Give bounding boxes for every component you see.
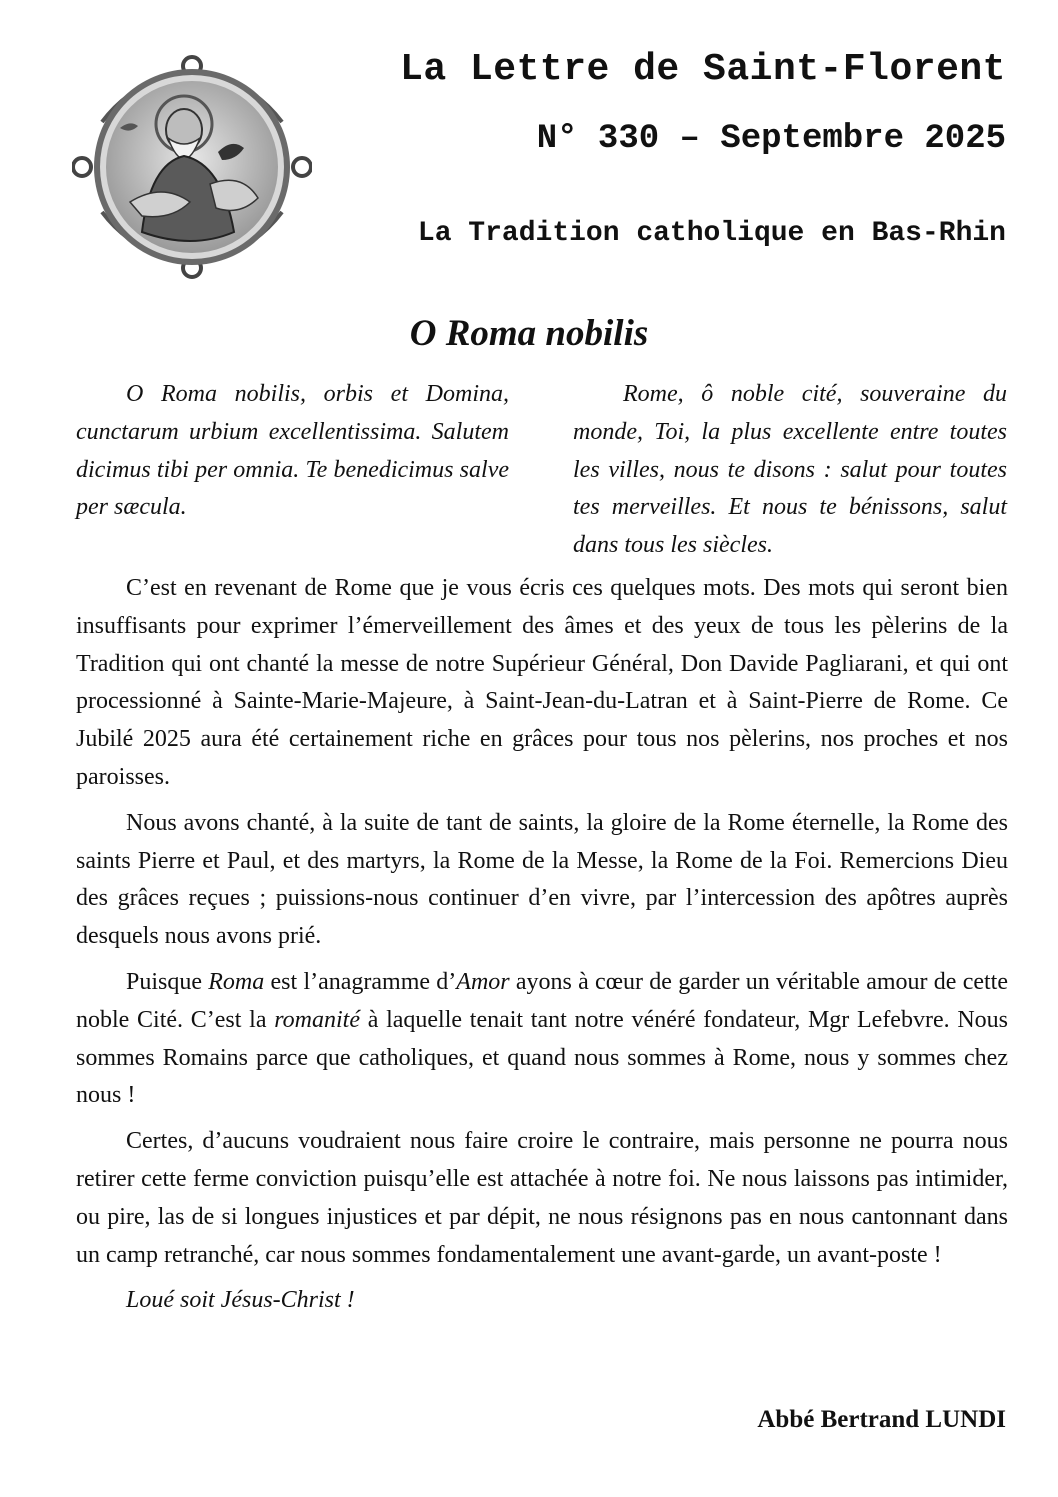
closing-line: Loué soit Jésus-Christ ! — [126, 1287, 355, 1314]
newsletter-title: La Lettre de Saint-Florent — [400, 48, 1006, 91]
saint-florent-medallion-icon — [72, 52, 312, 282]
paragraph-1: C’est en revenant de Rome que je vous écris ces quelques mots. Des mots qui seront bien insuffisants pour exprimer l’émerveillement des âmes et des yeux de tous les pèlerins de la Tradition qui ont chanté la messe de notre Supérieur Général, Don Davide Pagliarani, et qui ont processionné à Sainte-Marie-Majeure, à Saint-Jean-du-Latran et à Saint-Pierre de Rome. Ce Jubilé 2025 aura été certainement riche en grâces pour tous nos pèlerins, nos proches et nos paroisses. — [76, 575, 1008, 790]
french-verse: Rome, ô noble cité, souveraine du monde, Toi, la plus excellente entre toutes les villes, nous te disons : salut pour toutes tes merveilles. Et nous te bénissons, salut dans tous les siècles. — [573, 381, 1007, 559]
paragraph-3-emphasis-romanite: romanité — [274, 1006, 360, 1033]
author-signature: Abbé Bertrand LUNDI — [757, 1406, 1006, 1433]
newsletter-subtitle: La Tradition catholique en Bas-Rhin — [417, 218, 1006, 249]
paragraph-4: Certes, d’aucuns voudraient nous faire croire le contraire, mais personne ne pourra nous retirer cette ferme conviction puisqu’elle est attachée à notre foi. Ne nous laissons pas intimider, ou pire, las de si longues injustices et par dépit, ne nous résignons pas en nous cantonnant dans un camp retranché, car nous sommes fondamentalement une avant-garde, un avant-poste ! — [76, 1128, 1008, 1268]
paragraph-3-emphasis-amor: Amor — [456, 968, 510, 995]
latin-verse: O Roma nobilis, orbis et Domina, cunctarum urbium excellentissima. Salutem dicimus tibi per omnia. Te benedicimus salve per sæcula. — [76, 381, 509, 521]
paragraph-2: Nous avons chanté, à la suite de tant de saints, la gloire de la Rome éternelle, la Rome des saints Pierre et Paul, et des martyrs, la Rome de la Messe, la Rome de la Foi. Remercions Dieu des grâces reçues ; puissions-nous continuer d’en vivre, par l’intercession des apôtres auprès desquels nous avons prié. — [76, 809, 1008, 950]
article-title: O Roma nobilis — [409, 313, 649, 354]
paragraph-3-text-4: à laquelle tenait tant notre vénéré fondateur, Mgr Lefebvre. Nous sommes Romains parce que catholiques, et quand nous sommes à Rome, nous y sommes chez nous ! — [76, 1006, 1009, 1109]
paragraph-3-text-1: Puisque — [126, 968, 209, 995]
paragraph-3-text-3: ayons à cœur de garder un véritable amour de cette noble Cité. C’est la — [76, 968, 1008, 1033]
paragraph-3 — [76, 964, 1008, 1115]
issue-number: N° 330 – Septembre 2025 — [536, 120, 1006, 158]
article-body — [76, 570, 1008, 1328]
paragraph-3-emphasis-roma: Roma — [208, 968, 265, 995]
paragraph-3-text-2: est l’anagramme d’ — [264, 968, 457, 995]
